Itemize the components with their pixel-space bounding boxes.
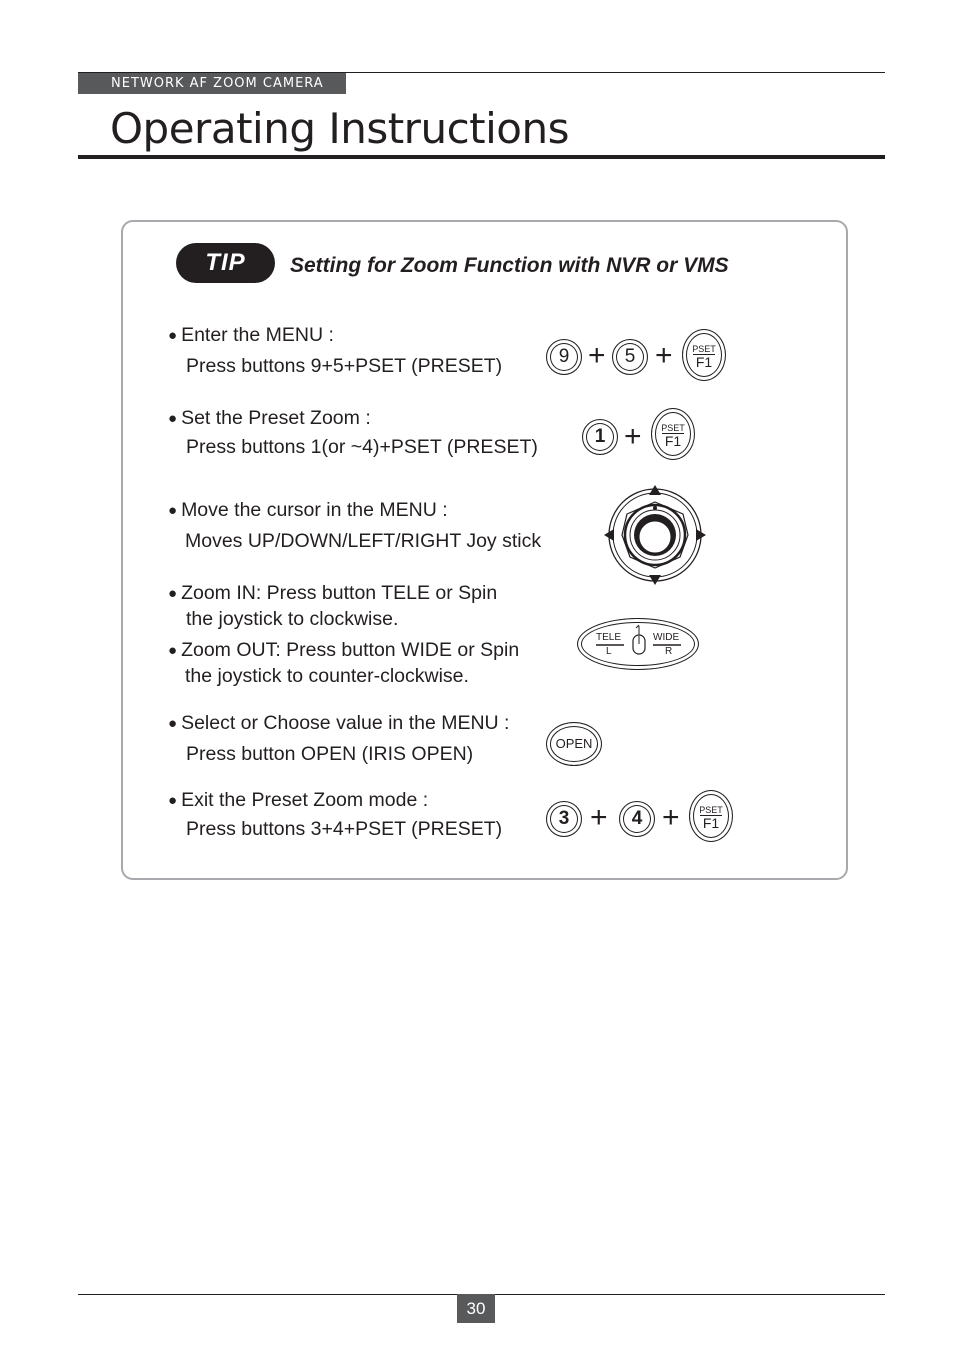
pset-f1-key-icon: [682, 329, 726, 381]
step-preset-desc: Press buttons 1(or ~4)+PSET (PRESET): [186, 436, 538, 458]
step-select-title: ● Select or Choose value in the MENU :: [168, 710, 509, 737]
tip-badge: TIP: [176, 243, 275, 283]
step-cursor-title: ● Move the cursor in the MENU :: [168, 497, 448, 524]
step-preset-title: ● Set the Preset Zoom :: [168, 405, 371, 432]
open-key-icon: OPEN: [546, 722, 602, 766]
pset-f1-key-icon: [651, 408, 695, 460]
key-5-icon: 5: [612, 339, 648, 375]
pset-label: PSET: [692, 344, 716, 354]
key-9-icon: 9: [546, 339, 582, 375]
page-title: Operating Instructions: [110, 104, 569, 153]
pset-label: PSET: [661, 423, 685, 433]
step-menu-title: ● Enter the MENU :: [168, 322, 334, 349]
key-4-icon: 4: [619, 801, 655, 837]
tele-wide-switch-icon: [577, 618, 699, 670]
step-cursor-desc: Moves UP/DOWN/LEFT/RIGHT Joy stick: [185, 530, 542, 552]
step-menu-desc: Press buttons 9+5+PSET (PRESET): [186, 355, 503, 377]
f1-label: F1: [693, 354, 715, 369]
pset-label: PSET: [699, 805, 723, 815]
tele-sub-label: L: [606, 646, 612, 657]
plus-sign: +: [624, 420, 642, 453]
plus-sign: +: [588, 339, 606, 372]
tele-label: TELE: [596, 632, 622, 643]
plus-sign: +: [655, 339, 673, 372]
step-zoom-in-title: ● Zoom IN: Press button TELE or Spin: [168, 580, 497, 607]
wide-sub-label: R: [665, 646, 673, 657]
f1-label: F1: [662, 433, 684, 448]
key-1-icon: 1: [582, 419, 618, 455]
f1-label: F1: [700, 815, 722, 830]
step-exit-title: ● Exit the Preset Zoom mode :: [168, 787, 428, 814]
step-select-desc: Press button OPEN (IRIS OPEN): [186, 743, 474, 765]
title-rule: [78, 155, 885, 159]
page-number: 30: [457, 1294, 495, 1323]
tele-wide-rocker-icon: [578, 619, 700, 671]
key-3-icon: 3: [546, 801, 582, 837]
tip-heading: Setting for Zoom Function with NVR or VMS: [290, 254, 729, 277]
pset-f1-key-icon: [689, 790, 733, 842]
joystick-icon: [600, 482, 710, 588]
step-zoom-out-desc: the joystick to counter-clockwise.: [185, 665, 469, 687]
step-exit-desc: Press buttons 3+4+PSET (PRESET): [186, 818, 503, 840]
section-tag: NETWORK AF ZOOM CAMERA: [78, 73, 346, 94]
wide-label: WIDE: [653, 632, 680, 643]
plus-sign: +: [662, 801, 680, 834]
step-zoom-in-desc: the joystick to clockwise.: [186, 608, 399, 630]
step-zoom-out-title: ● Zoom OUT: Press button WIDE or Spin: [168, 637, 519, 664]
plus-sign: +: [590, 801, 608, 834]
